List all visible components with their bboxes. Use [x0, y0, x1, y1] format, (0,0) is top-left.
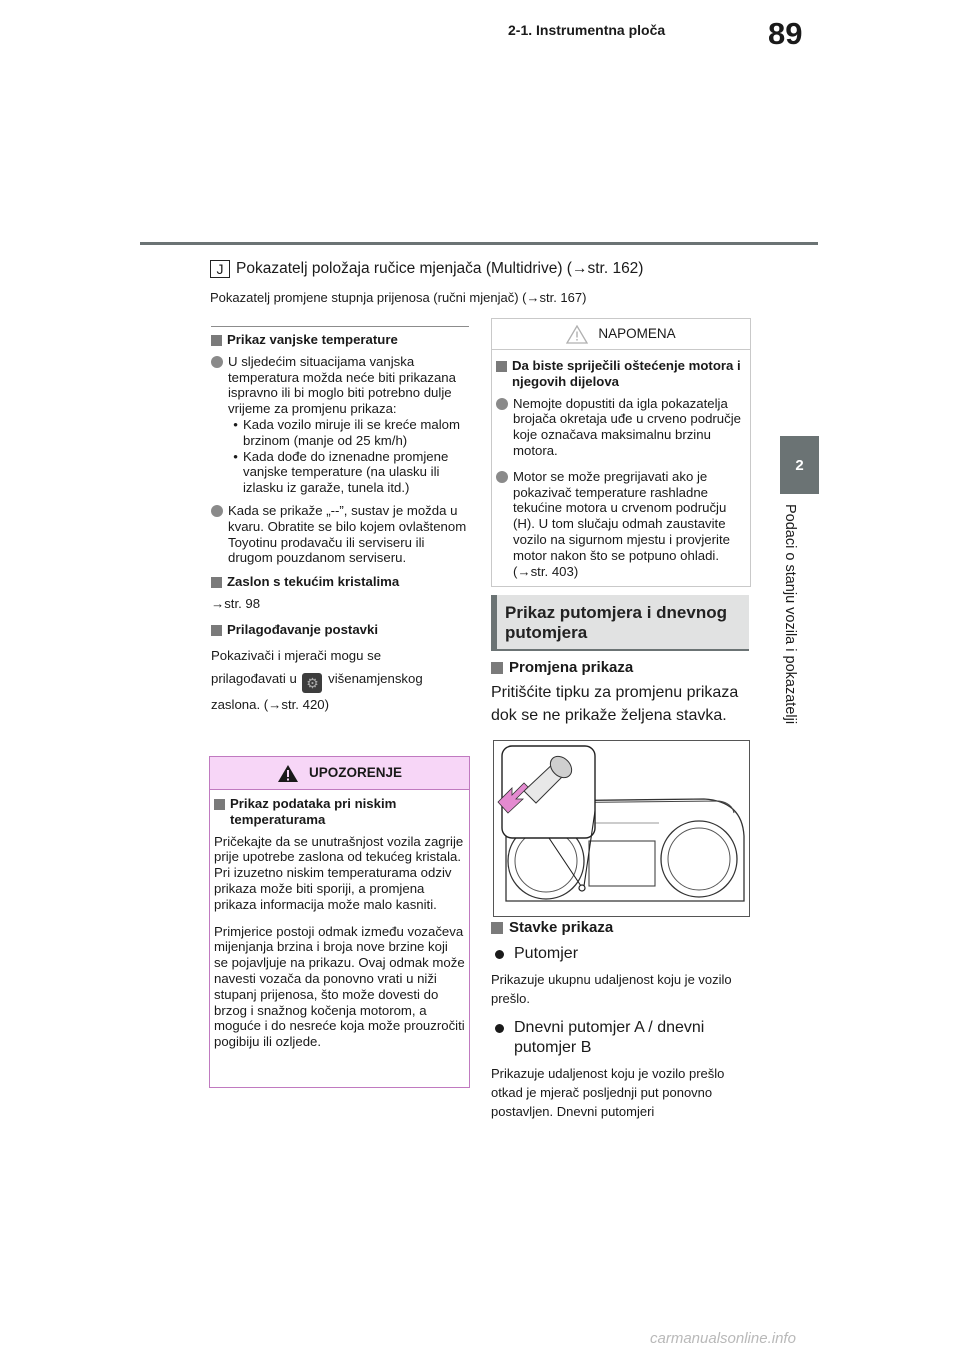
notice-bullet2: Motor se može pregrijavati ako je pokazivač temperature rashladne tekućine motora u crvenom području (H). U tom slučaju odmah zaustavite vozilo na sigurnom mjestu i provjerite motor nakon što se potpuno ohladi. (→str. 403) [513, 468, 730, 579]
odometer-item-text: Prikazuje ukupnu udaljenost koju je vozilo prešlo. [491, 972, 732, 1006]
warning-title-text: Prikaz podataka pri niskim temperaturama [230, 796, 397, 827]
chapter-tab: 2 [780, 436, 819, 494]
items-title: Stavke prikaza [509, 919, 614, 936]
dot-bullet-icon [495, 1024, 504, 1033]
warning-box [209, 756, 470, 1088]
customize-heading [211, 622, 469, 638]
circle-bullet-icon [496, 398, 508, 410]
change-title: Promjena prikaza [509, 659, 634, 676]
caution-triangle-icon [566, 325, 588, 344]
watermark: carmanualsonline.info [650, 1330, 796, 1347]
list-item [496, 469, 746, 580]
notice-box [491, 318, 751, 587]
odometer-item-title: Putomjer [514, 945, 579, 962]
dashboard-illustration [494, 741, 749, 916]
customize-line1: Pokazivači i mjerači mogu se [211, 647, 382, 663]
gear-shift-line: Pokazatelj promjene stupnja prijenosa (ručni mjenjač) (→str. 167) [210, 290, 587, 305]
change-display-block [491, 659, 751, 727]
trip-item-text: Prikazuje udaljenost koju je vozilo prešlo otkad je mjerač posljednji put ponovno postavljen. Dnevni putomjeri [491, 1066, 725, 1119]
warning-para1: Pričekajte da se unutrašnjost vozila zagrije prije upotrebe zaslona od tekućeg kristala. Pri izuzetno niskim temperaturama odziv prikaza može biti sporiji, a promjena prikaza informacija može malo kasniti. [214, 833, 464, 912]
dash-item-text: Kada vozilo miruje ili se kreće malom brzinom (manje od 25 km/h) [243, 416, 460, 448]
list-item [491, 944, 751, 964]
notice-header-text: NAPOMENA [598, 326, 676, 342]
notice-title-text: Da biste spriječili oštećenje motora i njegovih dijelova [512, 358, 741, 389]
dash-item: • Kada vozilo miruje ili se kreće malom brzinom (manje od 25 km/h) [228, 417, 469, 449]
customize-line3: zaslona. (→str. 420) [211, 696, 330, 712]
circle-bullet-icon [211, 505, 223, 517]
left-column [211, 326, 469, 716]
items-heading [491, 919, 751, 936]
square-bullet-icon [211, 625, 222, 636]
section-title: 2-1. Instrumentna ploča [508, 22, 666, 38]
square-bullet-icon [211, 577, 222, 588]
warning-triangle-icon [277, 764, 299, 783]
dot-bullet-icon [495, 950, 504, 959]
notice-bullet1: Nemojte dopustiti da igla pokazatelja brojača okretaja uđe u crveno područje koje označava maksimalnu brzinu motora. [513, 395, 741, 458]
notice-header [492, 319, 750, 350]
list-item [496, 396, 746, 459]
customize-line2a: prilagođavati u [211, 670, 297, 686]
circle-bullet-icon [211, 356, 223, 368]
customize-line2b: višenamjenskog [328, 670, 423, 686]
list-item [211, 354, 469, 496]
instrument-panel-figure [493, 740, 750, 917]
outside-temp-title: Prikaz vanjske temperature [227, 332, 398, 347]
warning-header-text: UPOZORENJE [308, 765, 403, 781]
j-text: Pokazatelj položaja ručice mjenjača (Multidrive) (→str. 162) [236, 260, 644, 277]
square-bullet-icon [211, 335, 222, 346]
customize-title: Prilagođavanje postavki [227, 621, 378, 637]
trip-item-title: Dnevni putomjer A / dnevni putomjer B [514, 1019, 705, 1056]
divider [211, 326, 469, 327]
list-item [491, 1018, 751, 1058]
page-number: 89 [768, 16, 803, 51]
circle-bullet-icon [496, 471, 508, 483]
dash-item: • Kada dođe do iznenadne promjene vanjske temperature (na ulasku ili izlasku iz garaže, tunela itd.) [228, 449, 469, 496]
square-bullet-icon [496, 361, 507, 372]
notice-title [496, 358, 746, 390]
customize-line2 [211, 667, 469, 693]
list-item [211, 503, 469, 566]
j-indicator-line [210, 260, 643, 278]
square-bullet-icon [491, 922, 503, 934]
warning-header [210, 757, 469, 790]
items-block [491, 919, 751, 1121]
chapter-title: Podaci o stanju vozila i pokazatelji [782, 504, 798, 725]
lcd-title: Zaslon s tekućim kristalima [227, 574, 400, 590]
change-heading [491, 659, 751, 676]
outside-temp-bullet1: U sljedećim situacijama vanjska temperatura možda neće biti prikazana ispravno ili bi moglo biti potrebno dulje vrijeme za promjenu prikaza: [228, 353, 456, 417]
warning-title [214, 796, 465, 828]
lcd-heading [211, 574, 469, 590]
outside-temp-bullet2: Kada se prikaže „--”, sustav je možda u kvaru. Obratite se bilo kojem ovlaštenom Toyotinu prodavaču ili serviseru ili drugom pouzdanom serviseru. [228, 502, 467, 566]
outside-temp-heading [211, 332, 469, 348]
warning-para2: Primjerice postoji odmak između vozačeva mijenjanja brzina i broja nove brzine koji se pojavljuje na prikazu. Ovaj odmak može navesti vozača da ponovno vrati u niži stupanj prijenosa, što može dovesti do brzog i snažnog kočenja motorom, a moguće i do nesreće koja može prouzročiti pogibiju ili ozljede. [214, 923, 465, 1050]
change-text: Pritišćite tipku za promjenu prikaza dok se ne prikaže željena stavka. [491, 684, 739, 724]
header-rule [140, 242, 818, 245]
dash-item-text: Kada dođe do iznenadne promjene vanjske temperature (na ulasku ili izlasku iz garaže, tunela itd.) [243, 448, 449, 496]
j-label: J [210, 260, 230, 278]
square-bullet-icon [491, 662, 503, 674]
lcd-ref: →str. 98 [211, 595, 261, 611]
odometer-section-title: Prikaz putomjera i dnevnog putomjera [491, 595, 749, 651]
settings-gear-icon: ⚙ [302, 673, 322, 693]
square-bullet-icon [214, 799, 225, 810]
